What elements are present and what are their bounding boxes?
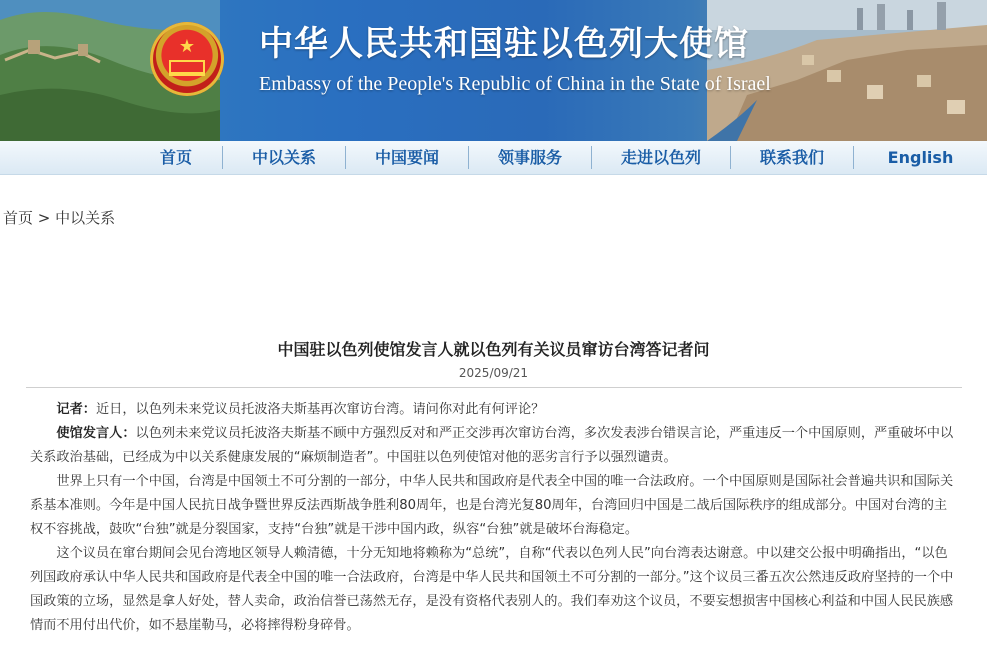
- article-body: [30, 398, 960, 638]
- article-title: 中国驻以色列使馆发言人就以色列有关议员窜访台湾答记者问: [277, 340, 710, 359]
- article-paragraph-answer: [30, 422, 960, 470]
- breadcrumb-current-link[interactable]: 中以关系: [55, 209, 116, 227]
- title-divider: [26, 387, 962, 388]
- site-title-chinese: 中华人民共和国驻以色列大使馆: [259, 24, 749, 64]
- breadcrumb-home-link[interactable]: 首页: [3, 209, 34, 227]
- nav-item-china-israel-relations[interactable]: 中以关系: [251, 148, 316, 167]
- site-title-english: Embassy of the People's Republic of China in the State of Israel: [259, 73, 771, 95]
- nav-item-about-israel[interactable]: 走进以色列: [620, 148, 701, 167]
- national-emblem-icon: ★: [150, 22, 224, 96]
- tel-aviv-city-image: [707, 0, 987, 141]
- header-banner: [0, 0, 987, 141]
- breadcrumb: [3, 208, 115, 228]
- main-navigation: [0, 141, 987, 175]
- nav-item-china-news[interactable]: 中国要闻: [374, 148, 439, 167]
- answer-text: 以色列未来党议员托波洛夫斯基不顾中方强烈反对和严正交涉再次窜访台湾，多次发表涉台错误言论，严重违反一个中国原则，严重破坏中以关系政治基础，已经成为中以关系健康发展的“麻烦制造者”。中国驻以色列使馆对他的恶劣言行予以强烈谴责。: [30, 426, 954, 465]
- question-text: 近日，以色列未来党议员托波洛夫斯基再次窜访台湾。请问你对此有何评论？: [95, 402, 545, 417]
- article-date: 2025/09/21: [458, 366, 529, 380]
- article-paragraph: 这个议员在窜台期间会见台湾地区领导人赖清德，十分无知地将赖称为“总统”，自称“代表以色列人民”向台湾表达谢意。中以建交公报中明确指出，“以色列国政府承认中华人民共和国政府是代表全中国的唯一合法政府，台湾是中华人民共和国领土不可分割的一部分。”这个议员三番五次公然违反政府坚持的一个中国政策的立场，显然是拿人好处，替人卖命，政治信誉已荡然无存，是没有资格代表别人的。我们奉劝这个议员，不要妄想损害中国核心利益和中国人民民族感情而不用付出代价，如不悬崖勒马，必将摔得粉身碎骨。: [30, 546, 954, 633]
- article-paragraph-question: [30, 398, 960, 422]
- spokesperson-label: 使馆发言人：: [56, 426, 136, 441]
- nav-item-english[interactable]: English: [887, 148, 954, 167]
- article-paragraph: 世界上只有一个中国，台湾是中国领土不可分割的一部分，中华人民共和国政府是代表全中国的唯一合法政府。一个中国原则是国际社会普遍共识和国际关系基本准则。今年是中国人民抗日战争暨世界反法西斯战争胜利80周年，也是台湾光复80周年，台湾回归中国是二战后国际秩序的组成部分。中国对台湾的主权不容挑战，鼓吹“台独”就是分裂国家，支持“台独”就是干涉中国内政，纵容“台独”就是破坏台海稳定。: [30, 474, 954, 537]
- nav-item-consular-services[interactable]: 领事服务: [497, 148, 562, 167]
- nav-item-home[interactable]: 首页: [159, 148, 192, 167]
- reporter-label: 记者：: [56, 402, 96, 417]
- nav-item-contact-us[interactable]: 联系我们: [759, 148, 824, 167]
- breadcrumb-separator: >: [37, 209, 51, 227]
